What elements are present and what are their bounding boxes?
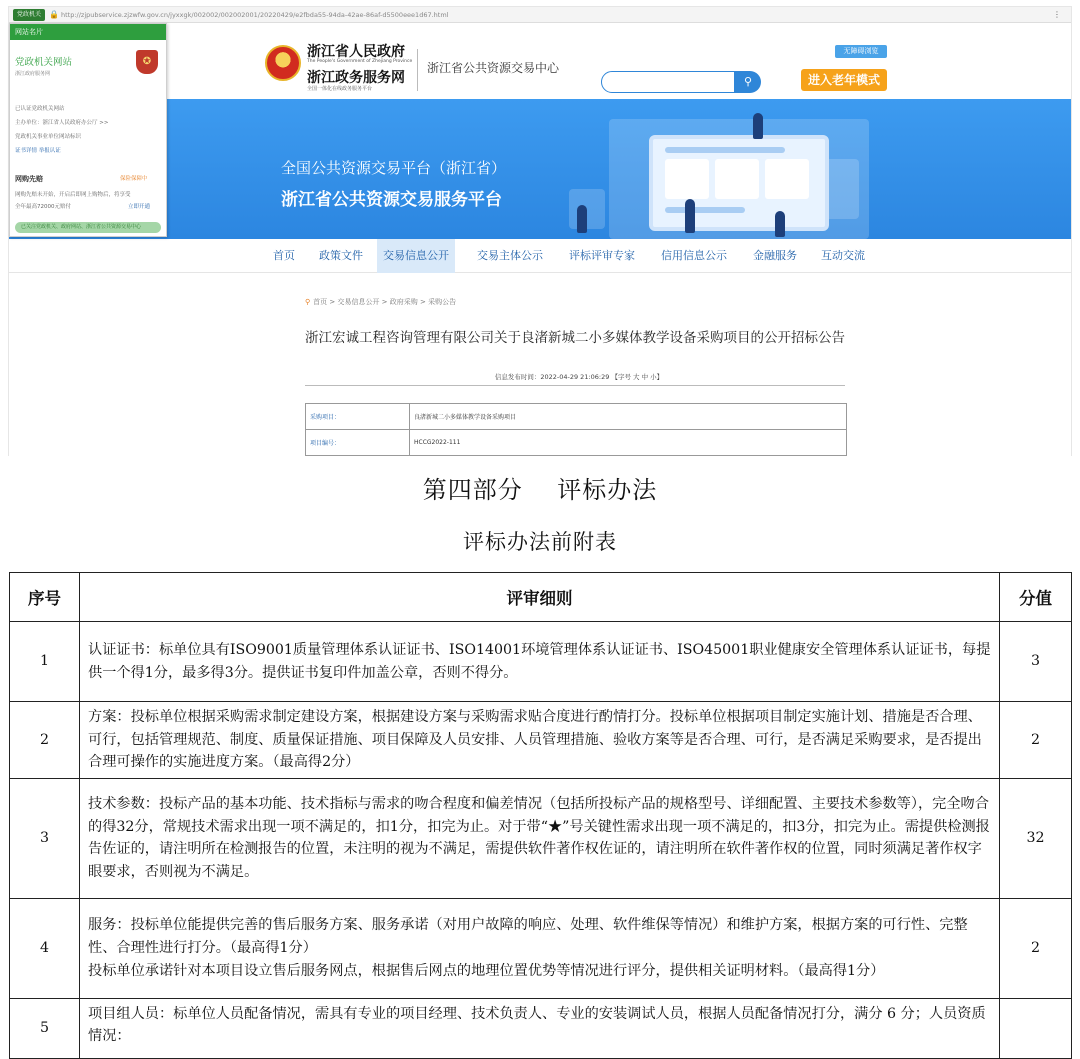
table-row <box>10 702 1072 779</box>
nav-item-experts[interactable]: 评标评审专家 <box>569 249 635 262</box>
col-header-no: 序号 <box>10 573 80 622</box>
info-value: HCCG2022-111 <box>410 430 847 456</box>
row-detail <box>80 622 1000 702</box>
detail-text: 投标单位承诺针对本项目设立售后服务网点，根据售后网点的地理位置优势等情况进行评分，提供相关证明材料。（最高得1分） <box>88 962 885 979</box>
banner-line1: 全国公共资源交易平台（浙江省） <box>281 159 507 177</box>
location-pin-icon: ⚲ <box>305 298 311 306</box>
row-score: 32 <box>1000 778 1072 898</box>
nav-item-finance[interactable]: 金融服务 <box>753 249 797 262</box>
breadcrumb-text[interactable]: 首页 > 交易信息公开 > 政府采购 > 采购公告 <box>313 298 457 306</box>
table-row <box>10 778 1072 898</box>
row-number: 3 <box>10 778 80 898</box>
national-emblem-icon <box>265 45 301 81</box>
document-subheading: 评标办法前附表 <box>463 530 617 554</box>
banner-screen-illustration <box>649 135 829 231</box>
info-key: 项目编号： <box>306 430 410 456</box>
site-card-section-text2: 全年最高72000元赔付 <box>15 204 71 210</box>
site-card-open-link[interactable]: 立即开通 <box>128 204 151 210</box>
article-divider <box>305 385 845 386</box>
person-figure <box>577 205 587 233</box>
main-nav <box>9 239 1071 273</box>
website-screenshot <box>8 6 1072 456</box>
site-card-popup <box>9 23 167 237</box>
site-card-section-text: 网购先赔未开始，开启后即网上购物后，将享受 <box>15 192 131 198</box>
person-figure <box>685 199 695 233</box>
site-card-pill[interactable]: 已关注党政机关、政府网站、浙江省公共资源交易中心 <box>15 222 161 233</box>
accessibility-button[interactable]: 无障碍浏览 <box>835 45 887 58</box>
row-score: 2 <box>1000 702 1072 779</box>
table-row <box>306 430 847 456</box>
nav-item-subject[interactable]: 交易主体公示 <box>477 249 543 262</box>
article-meta: 信息发布时间：2022-04-29 21:06:29 【字号 大 中 小】 <box>494 373 664 381</box>
banner <box>9 99 1071 239</box>
table-row <box>10 998 1072 1058</box>
search-icon[interactable]: ⚲ <box>735 71 761 93</box>
browser-menu-icon[interactable]: ⋮ <box>1053 10 1061 19</box>
row-number: 5 <box>10 998 80 1058</box>
browser-address-bar <box>9 7 1071 23</box>
table-row <box>306 404 847 430</box>
detail-text: 项目组人员：标单位人员配备情况，需具有专业的项目经理、技术负责人、专业的安装调试人员，根据人员配备情况打分，满分 6 分；人员资质情况： <box>88 1005 986 1045</box>
row-score: 3 <box>1000 622 1072 702</box>
row-score: 2 <box>1000 898 1072 998</box>
url-text[interactable]: http://zjpubservice.zjzwfw.gov.cn/jyxxgk/002002/002002001/20220429/e2fbda55-94da-42ae-86af-d5500eee1d67.html <box>61 11 449 19</box>
lock-icon: 🔒 <box>49 10 59 19</box>
info-value: 良渚新城二小多媒体教学设备采购项目 <box>410 404 847 430</box>
site-card-subname: 浙江政府服务网 <box>15 71 51 77</box>
row-detail <box>80 998 1000 1058</box>
gov-subtitle: The People's Government of Zhejiang Province <box>307 59 413 64</box>
person-figure <box>775 211 785 237</box>
table-row <box>10 898 1072 998</box>
article-info-table <box>305 403 847 456</box>
site-card-links[interactable]: 证书详情 举报认证 <box>15 148 61 154</box>
evaluation-table <box>9 572 1072 1059</box>
site-card-mark: 党政机关事业单位网站标识 <box>15 134 82 140</box>
row-number: 1 <box>10 622 80 702</box>
nav-item-trade-info[interactable]: 交易信息公开 <box>377 239 455 273</box>
row-detail <box>80 778 1000 898</box>
col-header-score: 分值 <box>1000 573 1072 622</box>
row-score <box>1000 998 1072 1058</box>
person-figure <box>753 113 763 139</box>
elder-mode-button[interactable]: 进入老年模式 <box>801 69 887 91</box>
row-number: 2 <box>10 702 80 779</box>
service-title: 浙江政务服务网 <box>307 70 405 86</box>
search-input[interactable] <box>601 71 735 93</box>
detail-text: 技术参数：投标产品的基本功能、技术指标与需求的吻合程度和偏差情况（包括所投标产品的规格型号、详细配置、主要技术参数等），完全吻合的得32分，常规技术需求出现一项不满足的，扣1分，扣完为止。对于带“★”号关键性需求出现一项不满足的，扣3分，扣完为止。需提供检测报告佐证的，请注明所在检测报告的位置，未注明的视为不满足，需提供软件著作权佐证的，请注明所在软件著作权的位置，同时须满足著作权字眼要求，否则视为不满足。 <box>88 796 990 880</box>
banner-line2: 浙江省公共资源交易服务平台 <box>281 190 502 210</box>
detail-text: 服务：投标单位能提供完善的售后服务方案、服务承诺（对用户故障的响应、处理、软件维保等情况）和维护方案，根据方案的可行性、完整性、合理性进行打分。（最高得1分） <box>88 917 968 956</box>
nav-item-policy[interactable]: 政策文件 <box>319 249 363 262</box>
table-row <box>10 622 1072 702</box>
gov-badge-icon: ✪ <box>136 50 158 74</box>
info-key: 采购项目： <box>306 404 410 430</box>
row-detail <box>80 898 1000 998</box>
site-card-name[interactable]: 党政机关网站 <box>15 57 73 68</box>
header-divider <box>417 49 418 91</box>
site-header <box>9 23 1071 99</box>
table-header-row <box>10 573 1072 622</box>
article-title: 浙江宏诚工程咨询管理有限公司关于良渚新城二小多媒体教学设备采购项目的公开招标公告 <box>305 330 845 346</box>
nav-item-interact[interactable]: 互动交流 <box>821 249 865 262</box>
detail-text: 认证证书：标单位具有ISO9001质量管理体系认证证书、ISO14001环境管理体系认证证书、ISO45001职业健康安全管理体系认证证书，每提供一个得1分，最多得3分。提供证书复印件加盖公章，否则不得分。 <box>88 641 991 681</box>
breadcrumb <box>305 297 456 307</box>
site-card-header: 网站名片 <box>10 24 166 40</box>
site-card-verified: 已认证党政机关网站 <box>15 106 65 112</box>
gov-title: 浙江省人民政府 <box>307 44 405 60</box>
site-card-sponsor[interactable]: 主办单位：浙江省人民政府办公厅 >> <box>15 120 109 126</box>
col-header-detail: 评审细则 <box>80 573 1000 622</box>
browser-tab[interactable]: 党政机关 <box>13 9 45 21</box>
article <box>9 273 1071 457</box>
detail-text: 方案：投标单位根据采购需求制定建设方案，根据建设方案与采购需求贴合度进行酌情打分。投标单位根据项目制定实施计划、措施是否合理、可行，包括管理规范、制度、质量保证措施、项目保障及人员安排、人员管理措施、验收方案等是否合理、可行，是否满足采购要求，是否提出合理可操作的实施进度方案。（最高得2分） <box>88 709 982 771</box>
site-card-section: 网购先赔 <box>15 175 43 183</box>
site-card-section-status: 保险保障中 <box>120 176 148 182</box>
document-heading: 第四部分 评标办法 <box>422 476 658 504</box>
nav-item-credit[interactable]: 信用信息公示 <box>661 249 727 262</box>
center-name: 浙江省公共资源交易中心 <box>427 61 560 75</box>
banner-plant <box>569 189 605 229</box>
nav-item-home[interactable]: 首页 <box>273 249 295 262</box>
row-detail <box>80 702 1000 779</box>
row-number: 4 <box>10 898 80 998</box>
service-subtitle: 全国一体化在线政务服务平台 <box>307 86 373 92</box>
